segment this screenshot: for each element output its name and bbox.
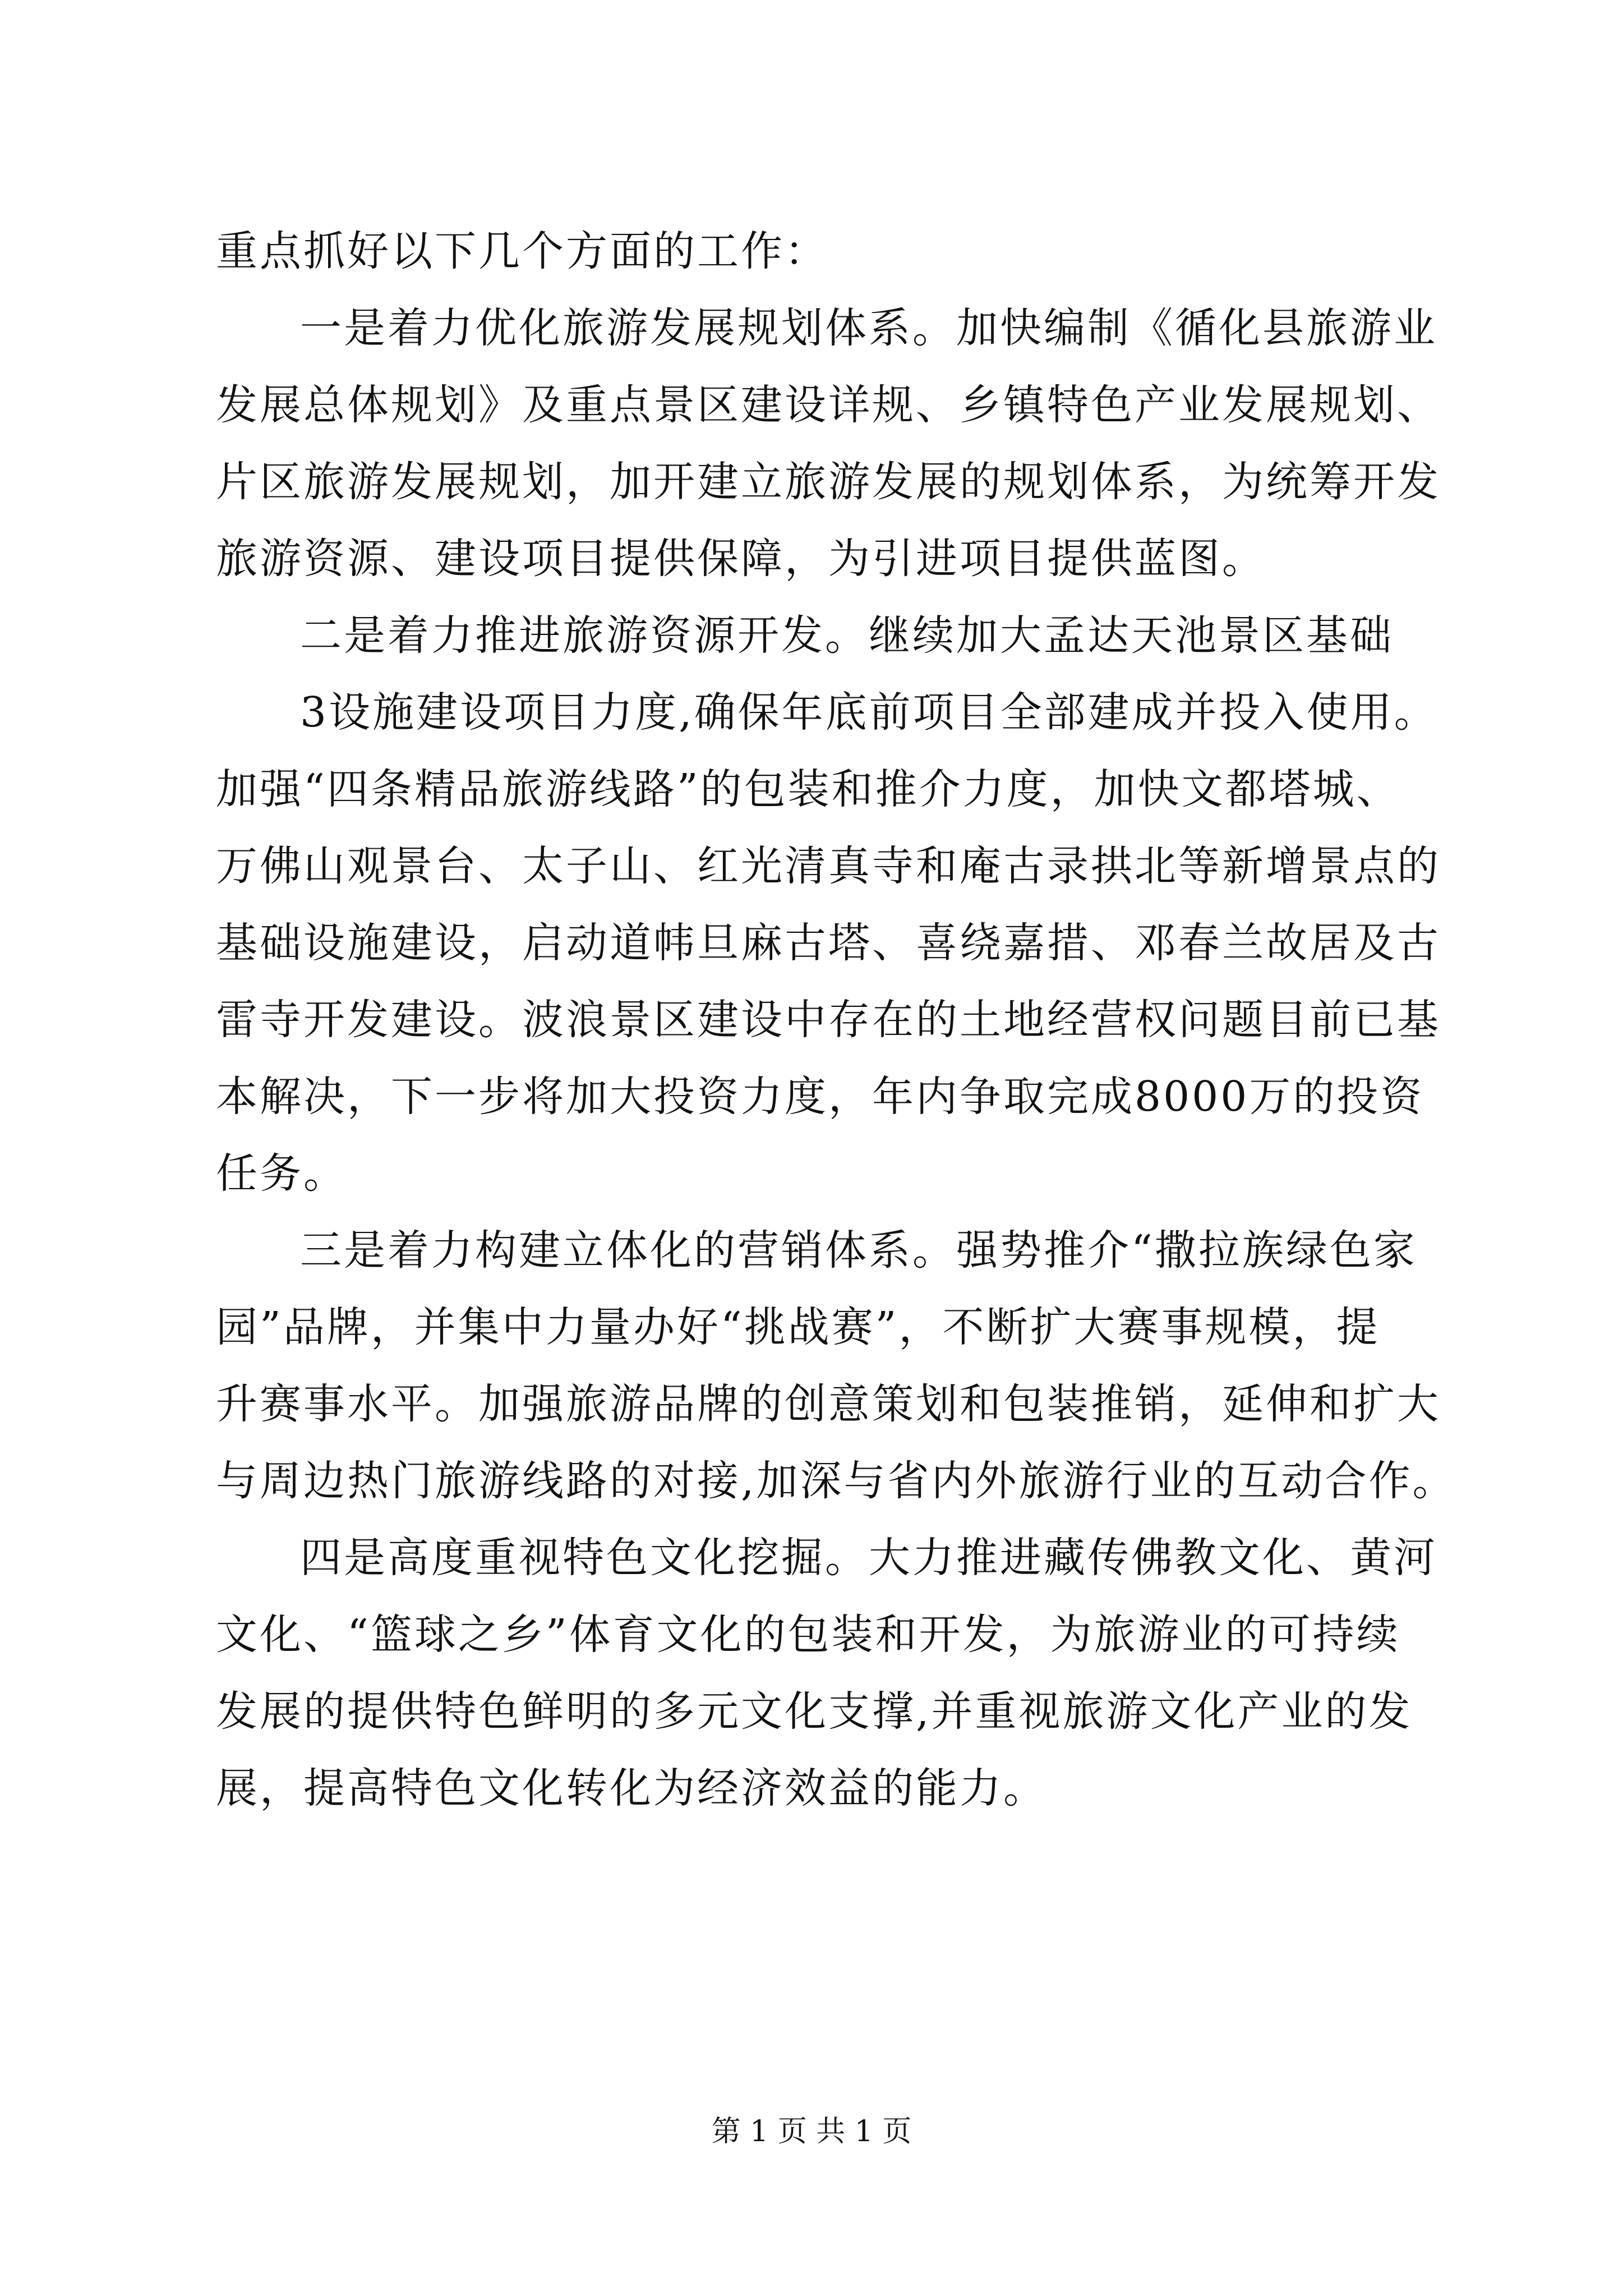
text-line: 文化、“篮球之乡”体育文化的包装和开发，为旅游业的可持续 <box>216 1611 1400 1659</box>
text-line: 园”品牌，并集中力量办好“挑战赛”，不断扩大赛事规模，提 <box>216 1303 1380 1351</box>
text-line: 展，提高特色文化转化为经济效益的能力。 <box>216 1764 1047 1812</box>
text-line: 基础设施建设，启动道帏旦麻古塔、喜绕嘉措、邓春兰故居及古 <box>216 919 1441 967</box>
text-line: 旅游资源、建设项目提供保障，为引进项目提供蓝图。 <box>216 535 1266 583</box>
text-line: 与周边热门旅游线路的对接,加深与省内外旅游行业的互动合作。 <box>216 1457 1456 1505</box>
text-line: 三是着力构建立体化的营销体系。强势推介“撒拉族绿色家 <box>300 1226 1417 1274</box>
text-line: 发展的提供特色鲜明的多元文化支撑,并重视旅游文化产业的发 <box>216 1687 1413 1736</box>
text-line: 重点抓好以下几个方面的工作： <box>216 227 828 275</box>
text-line: 雷寺开发建设。波浪景区建设中存在的土地经营权问题目前已基 <box>216 996 1441 1044</box>
page-footer: 第 1 页 共 1 页 <box>711 2115 912 2148</box>
text-line: 3设施建设项目力度,确保年底前项目全部建成并投入使用。 <box>300 688 1438 737</box>
text-line: 四是高度重视特色文化挖掘。大力推进藏传佛教文化、黄河 <box>300 1534 1437 1582</box>
text-line: 万佛山观景台、太子山、红光清真寺和庵古录拱北等新增景点的 <box>216 842 1441 890</box>
text-line: 任务。 <box>216 1149 347 1198</box>
text-line: 升赛事水平。加强旅游品牌的创意策划和包装推销，延伸和扩大 <box>216 1380 1441 1428</box>
text-line: 一是着力优化旅游发展规划体系。加快编制《循化县旅游业 <box>300 304 1437 352</box>
text-line: 片区旅游发展规划，加开建立旅游发展的规划体系，为统筹开发 <box>216 458 1441 506</box>
text-line: 发展总体规划》及重点景区建设详规、乡镇特色产业发展规划、 <box>216 381 1441 429</box>
text-line: 本解决，下一步将加大投资力度，年内争取完成8000万的投资 <box>216 1073 1424 1121</box>
text-line: 二是着力推进旅游资源开发。继续加大孟达天池景区基础 <box>300 611 1394 660</box>
document-body <box>216 213 1456 1827</box>
text-line: 加强“四条精品旅游线路”的包装和推介力度，加快文都塔城、 <box>216 765 1400 813</box>
